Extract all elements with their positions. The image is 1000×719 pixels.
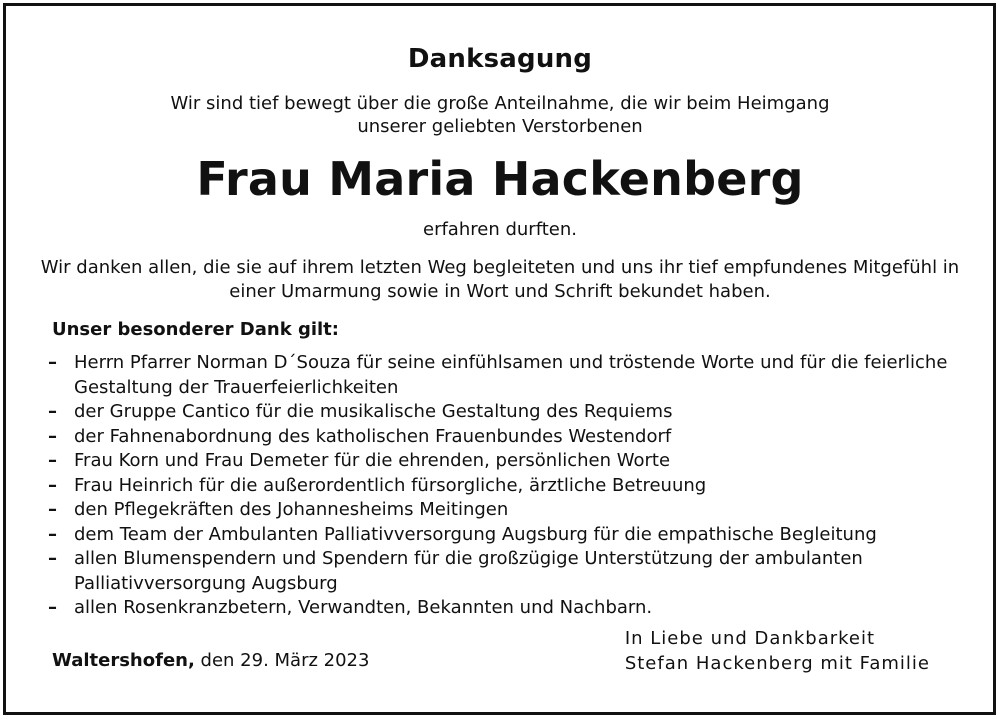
thanks-line-1: Wir danken allen, die sie auf ihrem letzten Weg begleiteten und uns ihr tief empfundenes Mitgefühl in [40, 257, 960, 278]
intro-text [0, 92, 1000, 138]
thanks-line-2: einer Umarmung sowie in Wort und Schrift bekundet haben. [229, 281, 771, 302]
list-item-text: Frau Korn und Frau Demeter für die ehrenden, persönlichen Worte [74, 450, 671, 471]
dash-bullet: – [48, 548, 57, 569]
thanks-list [48, 351, 948, 621]
list-item-text: Frau Heinrich für die außerordentlich fürsorgliche, ärztliche Betreuung [74, 474, 707, 496]
date-text: den 29. März 2023 [200, 650, 370, 671]
thanks-paragraph [40, 256, 960, 304]
dash-bullet: – [48, 425, 57, 447]
dash-bullet: – [48, 523, 57, 545]
dash-bullet: – [48, 474, 57, 496]
list-item-text: den Pflegekräften des Johannesheims Meitingen [74, 499, 509, 520]
list-item [48, 498, 948, 523]
dash-bullet: – [48, 450, 57, 471]
list-item-text: allen Blumenspendern und Spendern für die großzügige Unterstützung der ambulanten Palliativversorgung Augsburg [74, 548, 863, 594]
list-item [48, 400, 948, 425]
list-item [48, 596, 948, 621]
intro-line-1: Wir sind tief bewegt über die große Anteilnahme, die wir beim Heimgang [170, 93, 830, 114]
list-item-text: allen Rosenkranzbetern, Verwandten, Bekannten und Nachbarn. [74, 597, 653, 618]
notice-title: Danksagung [407, 44, 593, 74]
list-item [48, 351, 948, 400]
list-item [48, 449, 948, 474]
list-item [48, 474, 948, 499]
list-item-text: Herrn Pfarrer Norman D´Souza für seine einfühlsamen und tröstende Worte und für die feierliche Gestaltung der Trauerfeierlichkeiten [74, 352, 948, 398]
signature-line-1: In Liebe und Dankbarkeit [624, 628, 876, 649]
signature-line-2: Stefan Hackenberg mit Familie [624, 653, 930, 674]
after-name-text: erfahren durften. [423, 219, 577, 240]
list-item [48, 425, 948, 450]
list-item-text: dem Team der Ambulanten Palliativversorgung Augsburg für die empathische Begleitung [74, 523, 877, 545]
dash-bullet: – [48, 499, 57, 520]
dash-bullet: – [48, 352, 57, 373]
list-item-text: der Fahnenabordnung des katholischen Frauenbundes Westendorf [74, 425, 672, 447]
list-item [48, 547, 948, 596]
place-date [52, 650, 369, 671]
special-thanks-heading: Unser besonderer Dank gilt: [52, 319, 339, 340]
list-item [48, 523, 948, 548]
dash-bullet: – [48, 401, 57, 422]
intro-line-2: unserer geliebten Verstorbenen [357, 116, 643, 137]
deceased-name: Frau Maria Hackenberg [196, 152, 804, 206]
list-item-text: der Gruppe Cantico für die musikalische Gestaltung des Requiems [74, 401, 673, 422]
place-name: Waltershofen, [52, 650, 195, 671]
signature-block [625, 626, 930, 676]
dash-bullet: – [48, 597, 57, 618]
